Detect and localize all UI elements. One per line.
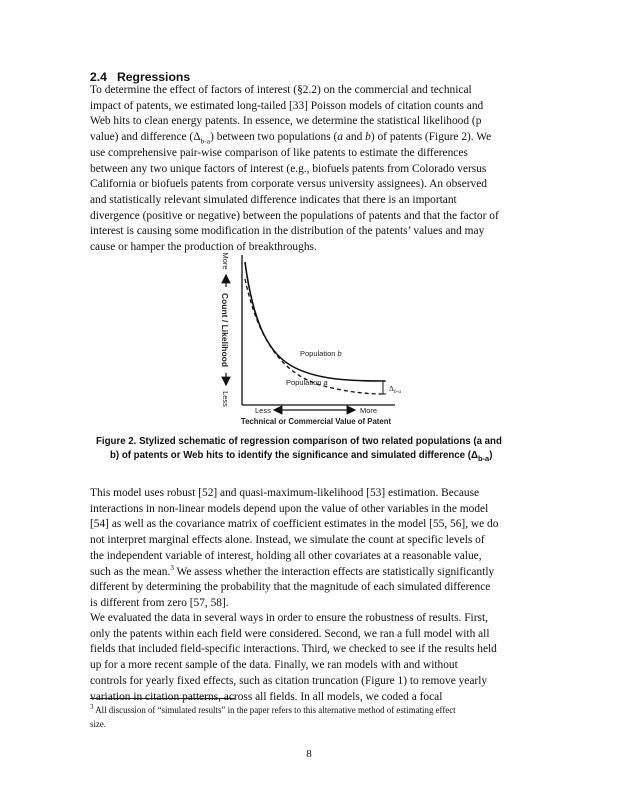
text-line: different by determining the probability that the magnitude of each simulated difference — [90, 581, 491, 594]
text-line — [90, 565, 530, 581]
text-line: California or biofuels patents from corporate versus university assignees). An observed — [90, 178, 487, 191]
text-line — [90, 130, 530, 146]
text-line: interest is causing some modification in the distribution of the patents’ values and may — [90, 225, 485, 238]
text-line: controls for yearly fixed effects, such as citation truncation (Figure 1) to remove yearly — [90, 674, 488, 687]
population-a-label: Population a — [286, 378, 328, 387]
text-line: We evaluated the data in several ways in order to ensure the robustness of results. First, — [90, 612, 488, 624]
population-b-label: Population b — [300, 349, 342, 358]
population-a-letter: a — [323, 378, 328, 387]
text-run: ) between two populations ( — [210, 131, 338, 144]
x-axis-more-label: More — [360, 406, 378, 415]
text-run: and — [342, 131, 366, 144]
page-number: 8 — [306, 748, 312, 760]
text-run: such as the mean. — [90, 565, 171, 578]
y-axis-title: Count / Likelihood — [220, 292, 230, 368]
figure-2-schematic — [190, 252, 440, 430]
footnote-divider — [90, 698, 235, 699]
text-line: cause or hamper the production of breakthroughs. — [90, 241, 317, 254]
delta-label: $\Delta_{b-a}$ — [389, 384, 402, 395]
italic-run: a — [337, 131, 343, 144]
section-heading — [90, 70, 190, 84]
text-line: the independent variable of interest, holding all other covariates at a reasonable value, — [90, 549, 482, 562]
caption-line: Figure 2. Stylized schematic of regression comparison of two related populations (a and — [96, 436, 502, 447]
text-line: fields that included field-specific interactions. Third, we checked to see if the results held — [90, 643, 497, 656]
text-line: and statistically relevant simulated difference indicates that there is an important — [90, 193, 457, 206]
text-line: up for a more recent sample of the data. Finally, we ran models with and without — [90, 659, 458, 672]
text-line: This model uses robust [52] and quasi-maximum-likelihood [53] estimation. Because — [90, 487, 480, 499]
text-line: only the patents within each field were considered. Second, we ran a full model with all — [90, 627, 490, 640]
figure-2-caption — [96, 435, 526, 462]
y-axis-less-label: Less — [221, 391, 230, 407]
text-line: To determine the effect of factors of interest (§2.2) on the commercial and technical — [90, 84, 472, 96]
footnote-marker: 3 — [90, 703, 94, 712]
y-axis-label-group — [220, 252, 230, 407]
caption-text-run: ) — [489, 449, 493, 461]
subscript: b-a — [200, 136, 211, 146]
section-title: Regressions — [116, 70, 191, 84]
x-axis-less-label: Less — [255, 406, 271, 415]
y-axis-more-label: More — [221, 252, 230, 270]
caption-subscript: b-a — [477, 453, 490, 463]
footnote-text: All discussion of “simulated results” in the paper refers to this alternative method of estimating effect — [93, 705, 456, 715]
caption-text-run: b) of patents or Web hits to identify the significance and simulated difference (Δ — [110, 449, 478, 461]
delta-subscript: b-a — [393, 389, 402, 395]
footnote-3 — [90, 703, 530, 731]
paragraph-robustness — [90, 611, 530, 705]
text-line: divergence (positive or negative) between the populations of patents and that the factor of — [90, 209, 499, 222]
population-b-letter: b — [337, 349, 342, 358]
footnote-line — [90, 703, 530, 717]
paragraph-model-estimation — [90, 486, 530, 612]
text-run: ) of patents (Figure 2). We — [370, 131, 492, 144]
footnote-reference[interactable]: 3 — [170, 563, 174, 572]
text-line: impact of patents, we estimated long-tailed [33] Poisson models of citation counts and — [90, 99, 484, 112]
x-axis-title: Technical or Commercial Value of Patent — [240, 417, 392, 426]
text-line: interactions in non-linear models depend upon the value of other variables in the model — [90, 502, 489, 515]
text-run: value) and difference (Δ — [90, 131, 201, 144]
schematic-plot — [190, 252, 440, 430]
paragraph-regressions-intro — [90, 83, 530, 256]
text-line: [54] as well as the covariance matrix of coefficient estimates in the model [55, 56], we do — [90, 518, 499, 531]
italic-run: b — [365, 131, 371, 144]
text-line: Web hits to clean energy patents. In essence, we determine the statistical likelihood (p — [90, 115, 482, 128]
text-line: not interpret marginal effects alone. Instead, we simulate the count at specific levels of — [90, 534, 485, 547]
population-a-curve — [245, 279, 385, 394]
text-line: use comprehensive pair-wise comparison of like patents to estimate the differences — [90, 146, 468, 159]
caption-line — [96, 449, 526, 463]
text-line: is different from zero [57, 58]. — [90, 596, 229, 609]
text-run: We assess whether the interaction effects are statistically significantly — [173, 565, 495, 578]
population-b-curve — [245, 262, 385, 381]
footnote-line: size. — [90, 719, 107, 729]
section-number: 2.4 — [90, 70, 107, 84]
text-line: between any two unique factors of interest (e.g., biofuels patents from Colorado versus — [90, 162, 487, 175]
text-line: variation in citation patterns, across all fields. In all models, we coded a focal — [90, 690, 443, 703]
